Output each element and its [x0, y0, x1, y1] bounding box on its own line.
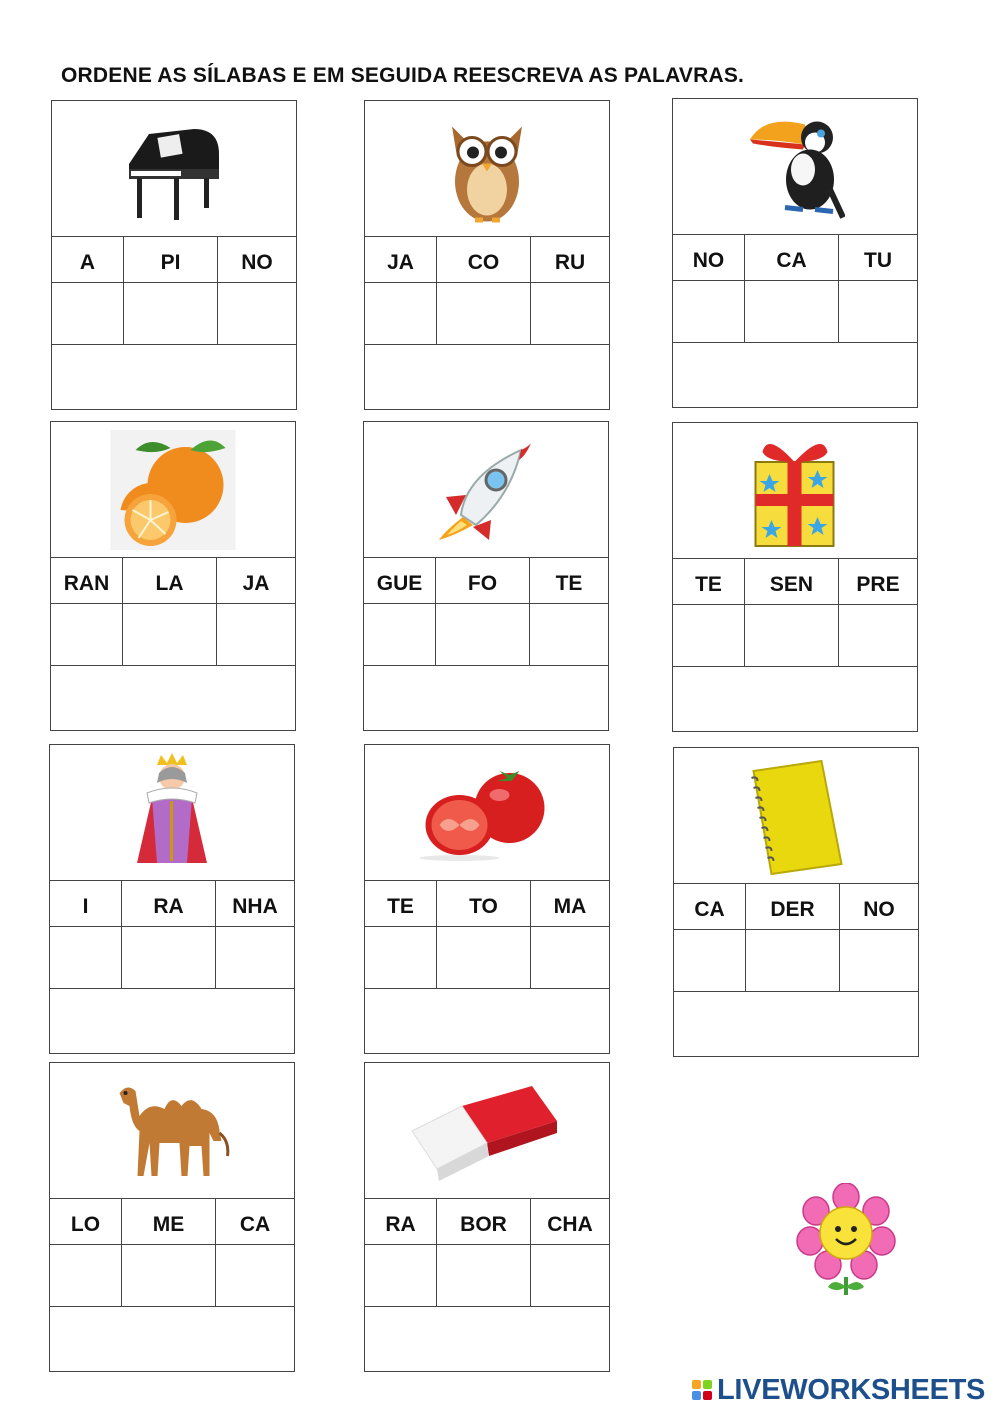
order-input[interactable] [218, 283, 296, 345]
syllable-row [673, 558, 917, 605]
syllable-card-owl [364, 100, 610, 410]
syllable: JA [242, 572, 270, 595]
tomato-image [365, 745, 609, 880]
order-input[interactable] [437, 927, 531, 989]
syllable: RA [365, 1199, 437, 1245]
order-input[interactable] [122, 1245, 216, 1307]
syllable: DER [746, 884, 840, 930]
word-answer-field[interactable] [50, 988, 294, 1054]
order-input[interactable] [746, 930, 840, 992]
syllable: CO [437, 237, 531, 283]
eraser-image [365, 1063, 609, 1198]
order-input[interactable] [530, 604, 608, 666]
syllable: CA [745, 235, 839, 281]
order-input[interactable] [745, 281, 839, 343]
order-input[interactable] [673, 281, 745, 343]
order-input[interactable] [364, 604, 436, 666]
syllable-card-piano [51, 100, 297, 410]
word-answer-field[interactable] [674, 991, 918, 1057]
syllable-card-gift [672, 422, 918, 732]
syllable: CA [674, 884, 746, 930]
syllable: RAN [51, 558, 123, 604]
order-input[interactable] [839, 605, 917, 667]
syllable-row [365, 880, 609, 927]
syllable: RU [554, 251, 586, 274]
syllable: NHA [232, 895, 278, 918]
syllable: TE [673, 559, 745, 605]
flower-icon [796, 1183, 896, 1303]
order-input[interactable] [531, 283, 609, 345]
order-input[interactable] [674, 930, 746, 992]
order-input[interactable] [840, 930, 918, 992]
order-input[interactable] [216, 927, 294, 989]
syllable-row [50, 1198, 294, 1245]
order-input-row [673, 280, 917, 343]
syllable-row [52, 236, 296, 283]
queen-image [50, 745, 294, 880]
order-input[interactable] [123, 604, 217, 666]
owl-image [365, 101, 609, 236]
order-input-row [365, 1244, 609, 1307]
syllable-row [674, 883, 918, 930]
syllable: PRE [856, 573, 900, 596]
order-input-row [52, 282, 296, 345]
order-input-row [50, 926, 294, 989]
order-input[interactable] [531, 927, 609, 989]
syllable: NO [863, 898, 895, 921]
order-input-row [50, 1244, 294, 1307]
word-answer-field[interactable] [50, 1306, 294, 1372]
order-input[interactable] [437, 283, 531, 345]
syllable: ME [122, 1199, 216, 1245]
word-answer-field[interactable] [673, 342, 917, 408]
camel-image [50, 1063, 294, 1198]
syllable-card-orange [50, 421, 296, 731]
order-input[interactable] [839, 281, 917, 343]
syllable-row [51, 557, 295, 604]
liveworksheets-logo [692, 1374, 985, 1407]
word-answer-field[interactable] [364, 665, 608, 731]
syllable: NO [673, 235, 745, 281]
word-answer-field[interactable] [365, 988, 609, 1054]
order-input[interactable] [122, 927, 216, 989]
order-input-row [365, 282, 609, 345]
syllable-card-rocket [363, 421, 609, 731]
word-answer-field[interactable] [365, 1306, 609, 1372]
order-input[interactable] [50, 1245, 122, 1307]
syllable: JA [365, 237, 437, 283]
order-input[interactable] [436, 604, 530, 666]
word-answer-field[interactable] [365, 344, 609, 410]
logo-text: LIVEWORKSHEETS [717, 1374, 986, 1406]
order-input[interactable] [50, 927, 122, 989]
syllable: CHA [547, 1213, 593, 1236]
worksheet-title: ORDENE AS SÍLABAS E EM SEGUIDA REESCREVA AS PALAVRAS. [61, 64, 745, 87]
order-input[interactable] [365, 283, 437, 345]
syllable: CA [239, 1213, 271, 1236]
logo-icon [692, 1380, 714, 1402]
word-answer-field[interactable] [673, 666, 917, 732]
syllable-row [673, 234, 917, 281]
order-input-row [674, 929, 918, 992]
syllable: TO [437, 881, 531, 927]
notebook-image [674, 748, 918, 883]
order-input[interactable] [216, 1245, 294, 1307]
syllable: SEN [745, 559, 839, 605]
order-input-row [51, 603, 295, 666]
order-input-row [673, 604, 917, 667]
order-input[interactable] [217, 604, 295, 666]
syllable-card-tomato [364, 744, 610, 1054]
syllable-card-toucan [672, 98, 918, 408]
order-input-row [365, 926, 609, 989]
orange-image [51, 422, 295, 557]
order-input[interactable] [365, 927, 437, 989]
syllable-card-notebook [673, 747, 919, 1057]
syllable: MA [553, 895, 587, 918]
syllable-row [364, 557, 608, 604]
syllable: FO [436, 558, 530, 604]
syllable: NO [241, 251, 273, 274]
toucan-image [673, 99, 917, 234]
word-answer-field[interactable] [52, 344, 296, 410]
word-answer-field[interactable] [51, 665, 295, 731]
syllable: A [52, 237, 124, 283]
syllable-card-camel [49, 1062, 295, 1372]
piano-image [52, 101, 296, 236]
order-input[interactable] [437, 1245, 531, 1307]
syllable: I [50, 881, 122, 927]
syllable: GUE [364, 558, 436, 604]
gift-image [673, 423, 917, 558]
syllable: RA [122, 881, 216, 927]
order-input[interactable] [745, 605, 839, 667]
order-input[interactable] [51, 604, 123, 666]
syllable-card-queen [49, 744, 295, 1054]
syllable: LO [50, 1199, 122, 1245]
syllable-card-eraser [364, 1062, 610, 1372]
rocket-image [364, 422, 608, 557]
order-input[interactable] [124, 283, 218, 345]
syllable: TU [864, 249, 892, 272]
syllable: BOR [437, 1199, 531, 1245]
order-input[interactable] [531, 1245, 609, 1307]
syllable-row [365, 236, 609, 283]
syllable: PI [124, 237, 218, 283]
syllable: TE [365, 881, 437, 927]
syllable-row [50, 880, 294, 927]
syllable: TE [555, 572, 583, 595]
order-input-row [364, 603, 608, 666]
syllable: LA [123, 558, 217, 604]
order-input[interactable] [52, 283, 124, 345]
order-input[interactable] [365, 1245, 437, 1307]
syllable-row [365, 1198, 609, 1245]
order-input[interactable] [673, 605, 745, 667]
